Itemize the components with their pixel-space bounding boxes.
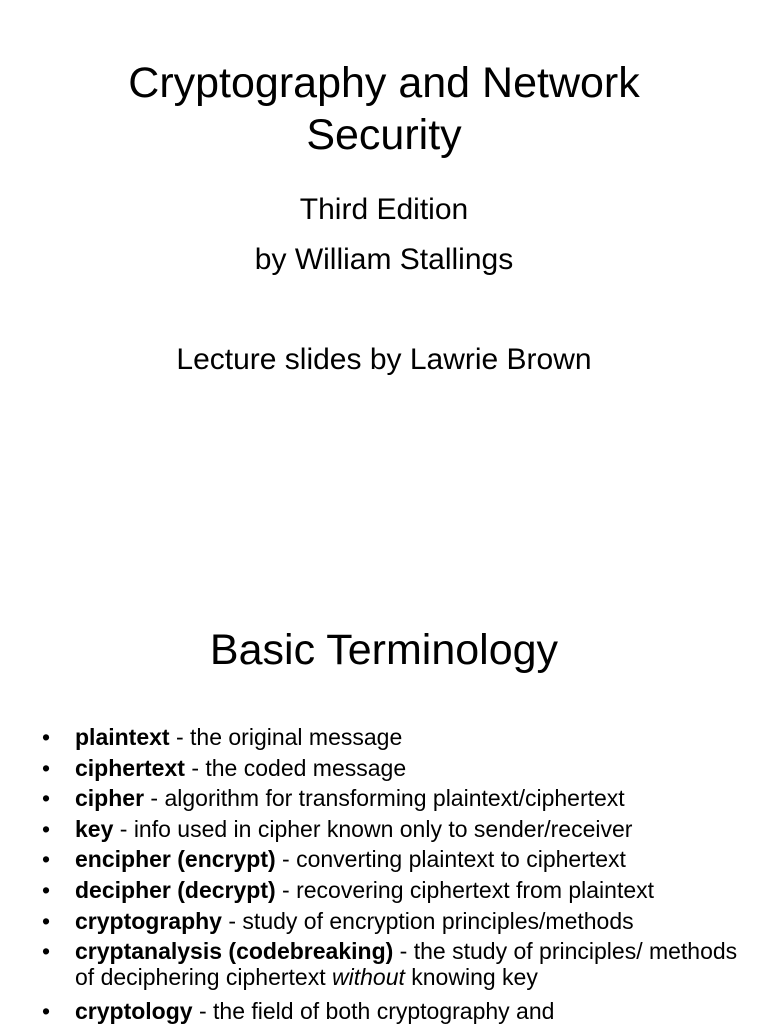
term: plaintext	[75, 724, 170, 750]
title-line-2: Security	[306, 111, 462, 159]
slide-title	[0, 57, 768, 161]
list-item	[42, 908, 742, 934]
edition-text: Third Edition	[299, 193, 469, 226]
term: encipher (encrypt)	[75, 846, 276, 873]
term: cipher	[75, 785, 145, 812]
definition: - the original message	[169, 724, 403, 750]
definition: - recovering ciphertext from plaintext	[275, 876, 655, 903]
list-item	[42, 816, 742, 842]
list-item	[42, 724, 742, 750]
term: key	[75, 815, 114, 842]
slide-title: Basic Terminology	[209, 626, 559, 674]
list-item	[42, 938, 742, 990]
definition: - info used in cipher known only to sender/receiver	[113, 815, 633, 842]
definition: - the field of both cryptography and	[192, 998, 555, 1025]
list-item	[42, 785, 742, 811]
term: cryptography	[75, 907, 222, 934]
terminology-slide	[0, 512, 768, 1024]
list-item	[42, 846, 742, 872]
title-line-1: Cryptography and Network	[128, 59, 640, 107]
definition-tail: knowing key	[404, 964, 538, 991]
title-slide	[0, 0, 768, 512]
definition: - the study of principles/ methods of deciphering ciphertext	[75, 938, 738, 991]
bullet-list	[42, 724, 742, 1029]
lecturer-text: Lecture slides by Lawrie Brown	[176, 343, 592, 376]
list-item	[42, 755, 742, 781]
definition: - the coded message	[184, 754, 407, 781]
definition-emphasis: without	[332, 964, 405, 991]
term: ciphertext	[75, 754, 185, 781]
author-text: by William Stallings	[254, 243, 514, 276]
term: cryptanalysis (codebreaking)	[75, 938, 394, 965]
list-item	[42, 877, 742, 903]
term: cryptology	[75, 998, 193, 1025]
term: decipher (decrypt)	[75, 876, 276, 903]
definition: - algorithm for transforming plaintext/ciphertext	[144, 785, 625, 812]
definition: - converting plaintext to ciphertext	[275, 846, 626, 873]
list-item	[42, 998, 742, 1024]
definition: - study of encryption principles/methods	[221, 907, 634, 934]
